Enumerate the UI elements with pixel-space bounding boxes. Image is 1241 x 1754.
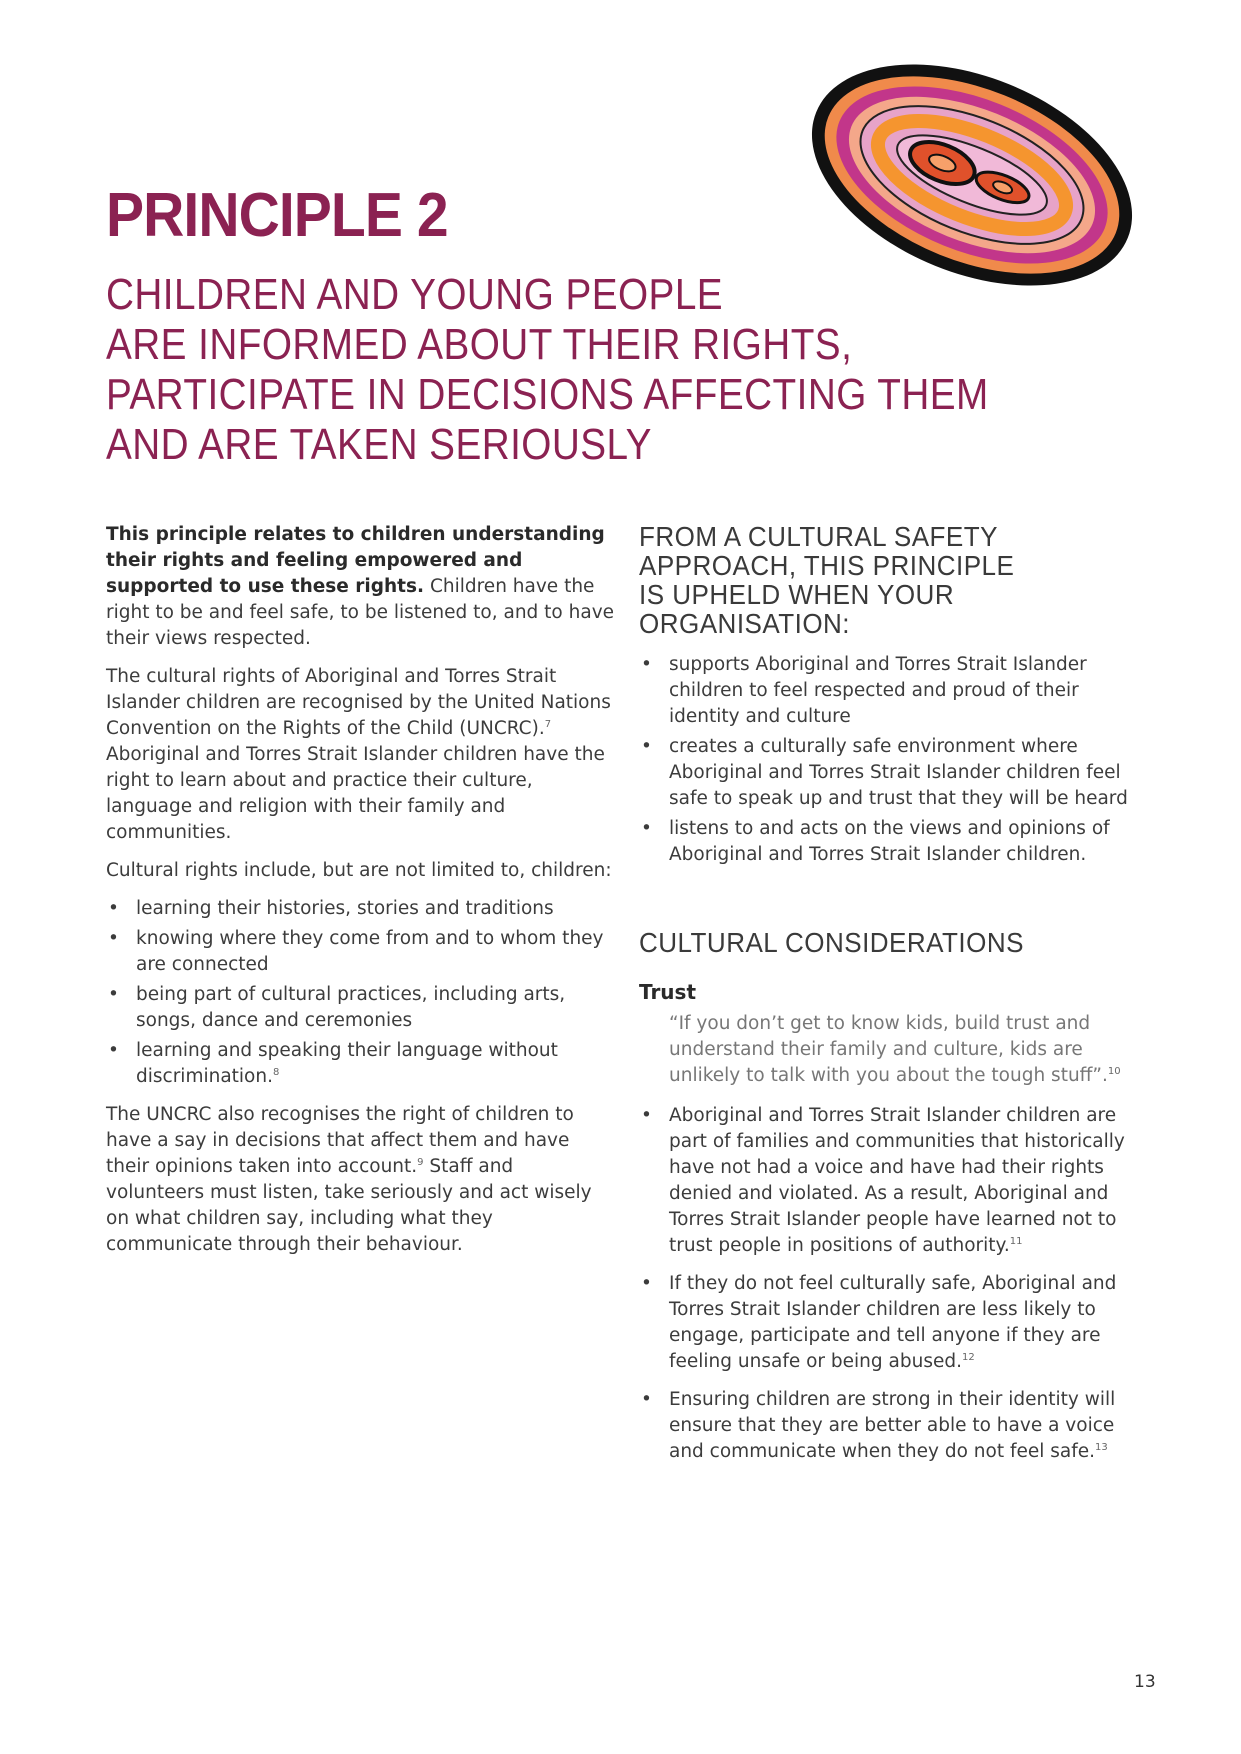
list-item	[106, 1038, 616, 1090]
uncrc-paragraph	[106, 1102, 616, 1258]
subtitle-line: ARE INFORMED ABOUT THEIR RIGHTS,	[106, 320, 853, 369]
bullet-icon: •	[641, 1389, 652, 1410]
paragraph-text: Staff and volunteers must listen, take seriously and act wisely on what children say, including what they communicate through their behaviour.	[106, 1156, 592, 1255]
paragraph-text: The cultural rights of Aboriginal and Torres Strait Islander children are recognised by the United Nations Convention on the Rights of the Child (UNCRC).	[106, 666, 611, 739]
footnote-ref[interactable]: 11	[1009, 1235, 1023, 1247]
intro-paragraph	[106, 522, 616, 652]
list-item-text: supports Aboriginal and Torres Strait Islander children to feel respected and proud of their identity and culture	[669, 654, 1087, 727]
list-item-text: creates a culturally safe environment where Aboriginal and Torres Strait Islander children feel safe to speak up and trust that they will be heard	[669, 736, 1128, 809]
list-item-text: listens to and acts on the views and opinions of Aboriginal and Torres Strait Islander children.	[669, 818, 1110, 865]
list-item	[639, 1103, 1129, 1259]
bullet-icon: •	[641, 654, 652, 675]
trust-quote	[639, 1011, 1129, 1089]
list-item-text: learning and speaking their language without discrimination.	[136, 1040, 558, 1087]
subtitle-line: PARTICIPATE IN DECISIONS AFFECTING THEM	[106, 370, 989, 419]
list-item-text: Aboriginal and Torres Strait Islander children are part of families and communities that historically have not had a voice and have had their rights denied and violated. As a result, Aboriginal and Torres Strait Islander people have learned not to trust people in positions of authority.	[669, 1105, 1125, 1256]
intro-bold: This principle relates to children understanding their rights and feeling empowered and supported to use these rights.	[106, 524, 605, 597]
bullet-icon: •	[641, 1273, 652, 1294]
trust-list	[639, 1103, 1129, 1465]
list-item	[106, 926, 616, 978]
heading-line: ORGANISATION:	[639, 608, 851, 639]
paragraph-text: Aboriginal and Torres Strait Islander children have the right to learn about and practice their culture, language and religion with their family and communities.	[106, 744, 605, 843]
cultural-safety-heading	[639, 522, 1095, 638]
heading-line: APPROACH, THIS PRINCIPLE	[639, 550, 1015, 581]
list-intro: Cultural rights include, but are not limited to, children:	[106, 860, 612, 881]
list-item	[639, 734, 1129, 812]
intro-text: Children have the right to be and feel safe, to be listened to, and to have their views respected.	[106, 576, 615, 649]
list-item	[106, 896, 616, 922]
footnote-ref[interactable]: 9	[417, 1156, 424, 1168]
list-item	[639, 816, 1129, 868]
list-item-text: learning their histories, stories and traditions	[136, 898, 554, 919]
cultural-rights-paragraph	[106, 664, 616, 846]
cultural-considerations-heading: CULTURAL CONSIDERATIONS	[639, 927, 1024, 958]
list-item-text: Ensuring children are strong in their identity will ensure that they are better able to have a voice and communicate when they do not feel safe.	[669, 1389, 1116, 1462]
bullet-icon: •	[108, 898, 119, 919]
footnote-ref[interactable]: 10	[1107, 1065, 1121, 1077]
list-item-text: being part of cultural practices, including arts, songs, dance and ceremonies	[136, 984, 566, 1031]
heading-line: IS UPHELD WHEN YOUR	[639, 579, 955, 610]
footnote-ref[interactable]: 7	[544, 718, 552, 730]
paragraph-text: The UNCRC also recognises the right of children to have a say in decisions that affect them and have their opinions taken into account.	[106, 1104, 574, 1177]
subtitle-line: AND ARE TAKEN SERIOUSLY	[106, 420, 652, 469]
bullet-icon: •	[641, 736, 652, 757]
quote-text: “If you don’t get to know kids, build trust and understand their family and culture, kids are unlikely to talk with you about the tough stuff”.	[669, 1013, 1108, 1086]
trust-subheading: Trust	[639, 980, 697, 1004]
right-column	[639, 522, 1129, 1477]
bullet-icon: •	[108, 984, 119, 1005]
footnote-ref[interactable]: 8	[272, 1066, 280, 1078]
bullet-icon: •	[641, 1105, 652, 1126]
page-number: 13	[1134, 1672, 1156, 1692]
bullet-icon: •	[108, 928, 119, 949]
bullet-icon: •	[641, 818, 652, 839]
list-item	[106, 982, 616, 1034]
subtitle-line: CHILDREN AND YOUNG PEOPLE	[106, 270, 724, 319]
page-title: PRINCIPLE 2	[106, 181, 448, 250]
list-item	[639, 1271, 1129, 1375]
list-item-text: knowing where they come from and to whom they are connected	[136, 928, 604, 975]
footnote-ref[interactable]: 13	[1095, 1441, 1108, 1453]
left-column	[106, 522, 616, 1270]
heading-line: FROM A CULTURAL SAFETY	[639, 521, 998, 552]
bullet-icon: •	[108, 1040, 119, 1061]
list-item	[639, 652, 1129, 730]
footnote-ref[interactable]: 12	[961, 1351, 975, 1363]
list-item-text: If they do not feel culturally safe, Aboriginal and Torres Strait Islander children are less likely to engage, participate and tell anyone if they are feeling unsafe or being abused.	[669, 1273, 1117, 1372]
upheld-list	[639, 652, 1129, 868]
cultural-rights-list	[106, 896, 616, 1090]
aboriginal-artwork-icon	[800, 50, 1145, 300]
list-item	[639, 1387, 1129, 1465]
principle-subtitle	[106, 270, 1074, 470]
